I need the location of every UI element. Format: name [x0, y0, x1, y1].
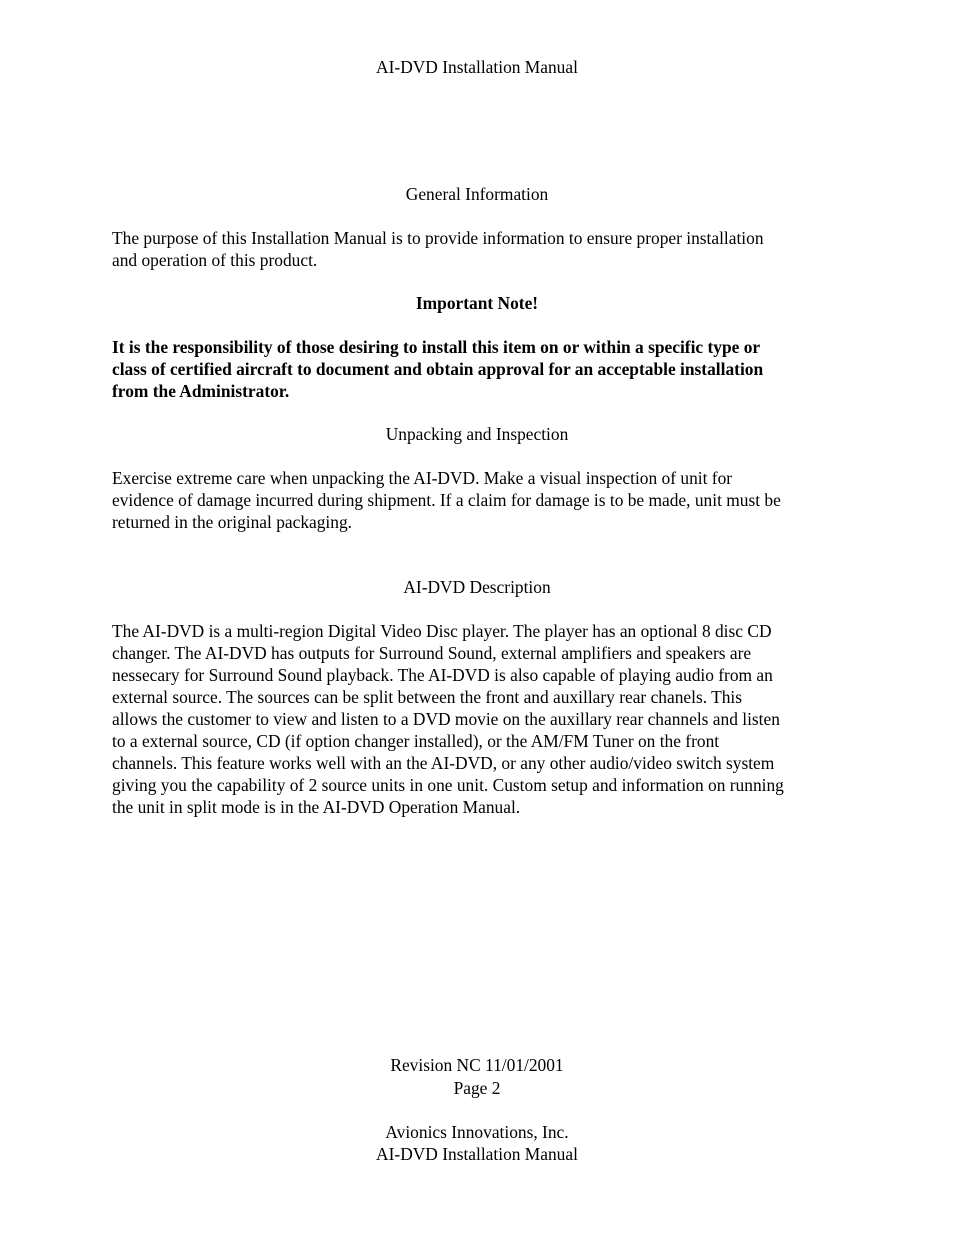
paragraph-line: The AI-DVD is a multi-region Digital Video Disc player. The player has an optional 8 disc CD: [112, 621, 772, 641]
important-note-paragraph: [112, 336, 852, 402]
paragraph-line: class of certified aircraft to document and obtain approval for an acceptable installation: [112, 359, 764, 379]
paragraph-line: to a external source, CD (if option changer installed), or the AM/FM Tuner on the front: [112, 731, 720, 751]
paragraph-line: The purpose of this Installation Manual is to provide information to ensure proper installation: [112, 228, 764, 248]
paragraph-line: allows the customer to view and listen to a DVD movie on the auxillary rear channels and listen: [112, 709, 780, 729]
footer-company: Avionics Innovations, Inc.: [385, 1122, 569, 1142]
page-header-title: AI-DVD Installation Manual: [376, 57, 578, 77]
unpacking-heading: Unpacking and Inspection: [385, 424, 569, 444]
footer-revision: Revision NC 11/01/2001: [390, 1055, 564, 1075]
paragraph-line: changer. The AI-DVD has outputs for Surround Sound, external amplifiers and speakers are: [112, 643, 752, 663]
general-information-paragraph: [112, 227, 852, 271]
unpacking-paragraph: [112, 467, 852, 533]
description-paragraph: [112, 620, 852, 818]
footer-manual-title: AI-DVD Installation Manual: [376, 1144, 578, 1164]
paragraph-line: and operation of this product.: [112, 250, 318, 270]
general-information-heading: General Information: [405, 184, 549, 204]
paragraph-line: the unit in split mode is in the AI-DVD Operation Manual.: [112, 797, 521, 817]
description-heading: AI-DVD Description: [403, 577, 551, 597]
paragraph-line: from the Administrator.: [112, 381, 290, 401]
paragraph-line: nessecary for Surround Sound playback. The AI-DVD is also capable of playing audio from an: [112, 665, 773, 685]
paragraph-line: returned in the original packaging.: [112, 512, 353, 532]
paragraph-line: evidence of damage incurred during shipment. If a claim for damage is to be made, unit must be: [112, 490, 781, 510]
footer-page-number: Page 2: [453, 1078, 501, 1098]
paragraph-line: Exercise extreme care when unpacking the AI-DVD. Make a visual inspection of unit for: [112, 468, 733, 488]
paragraph-line: giving you the capability of 2 source units in one unit. Custom setup and information on running: [112, 775, 784, 795]
paragraph-line: It is the responsibility of those desiring to install this item on or within a specific type or: [112, 337, 761, 357]
paragraph-line: external source. The sources can be split between the front and auxillary rear chanels. This: [112, 687, 743, 707]
paragraph-line: channels. This feature works well with an the AI-DVD, or any other audio/video switch system: [112, 753, 775, 773]
important-note-heading: Important Note!: [415, 293, 539, 313]
